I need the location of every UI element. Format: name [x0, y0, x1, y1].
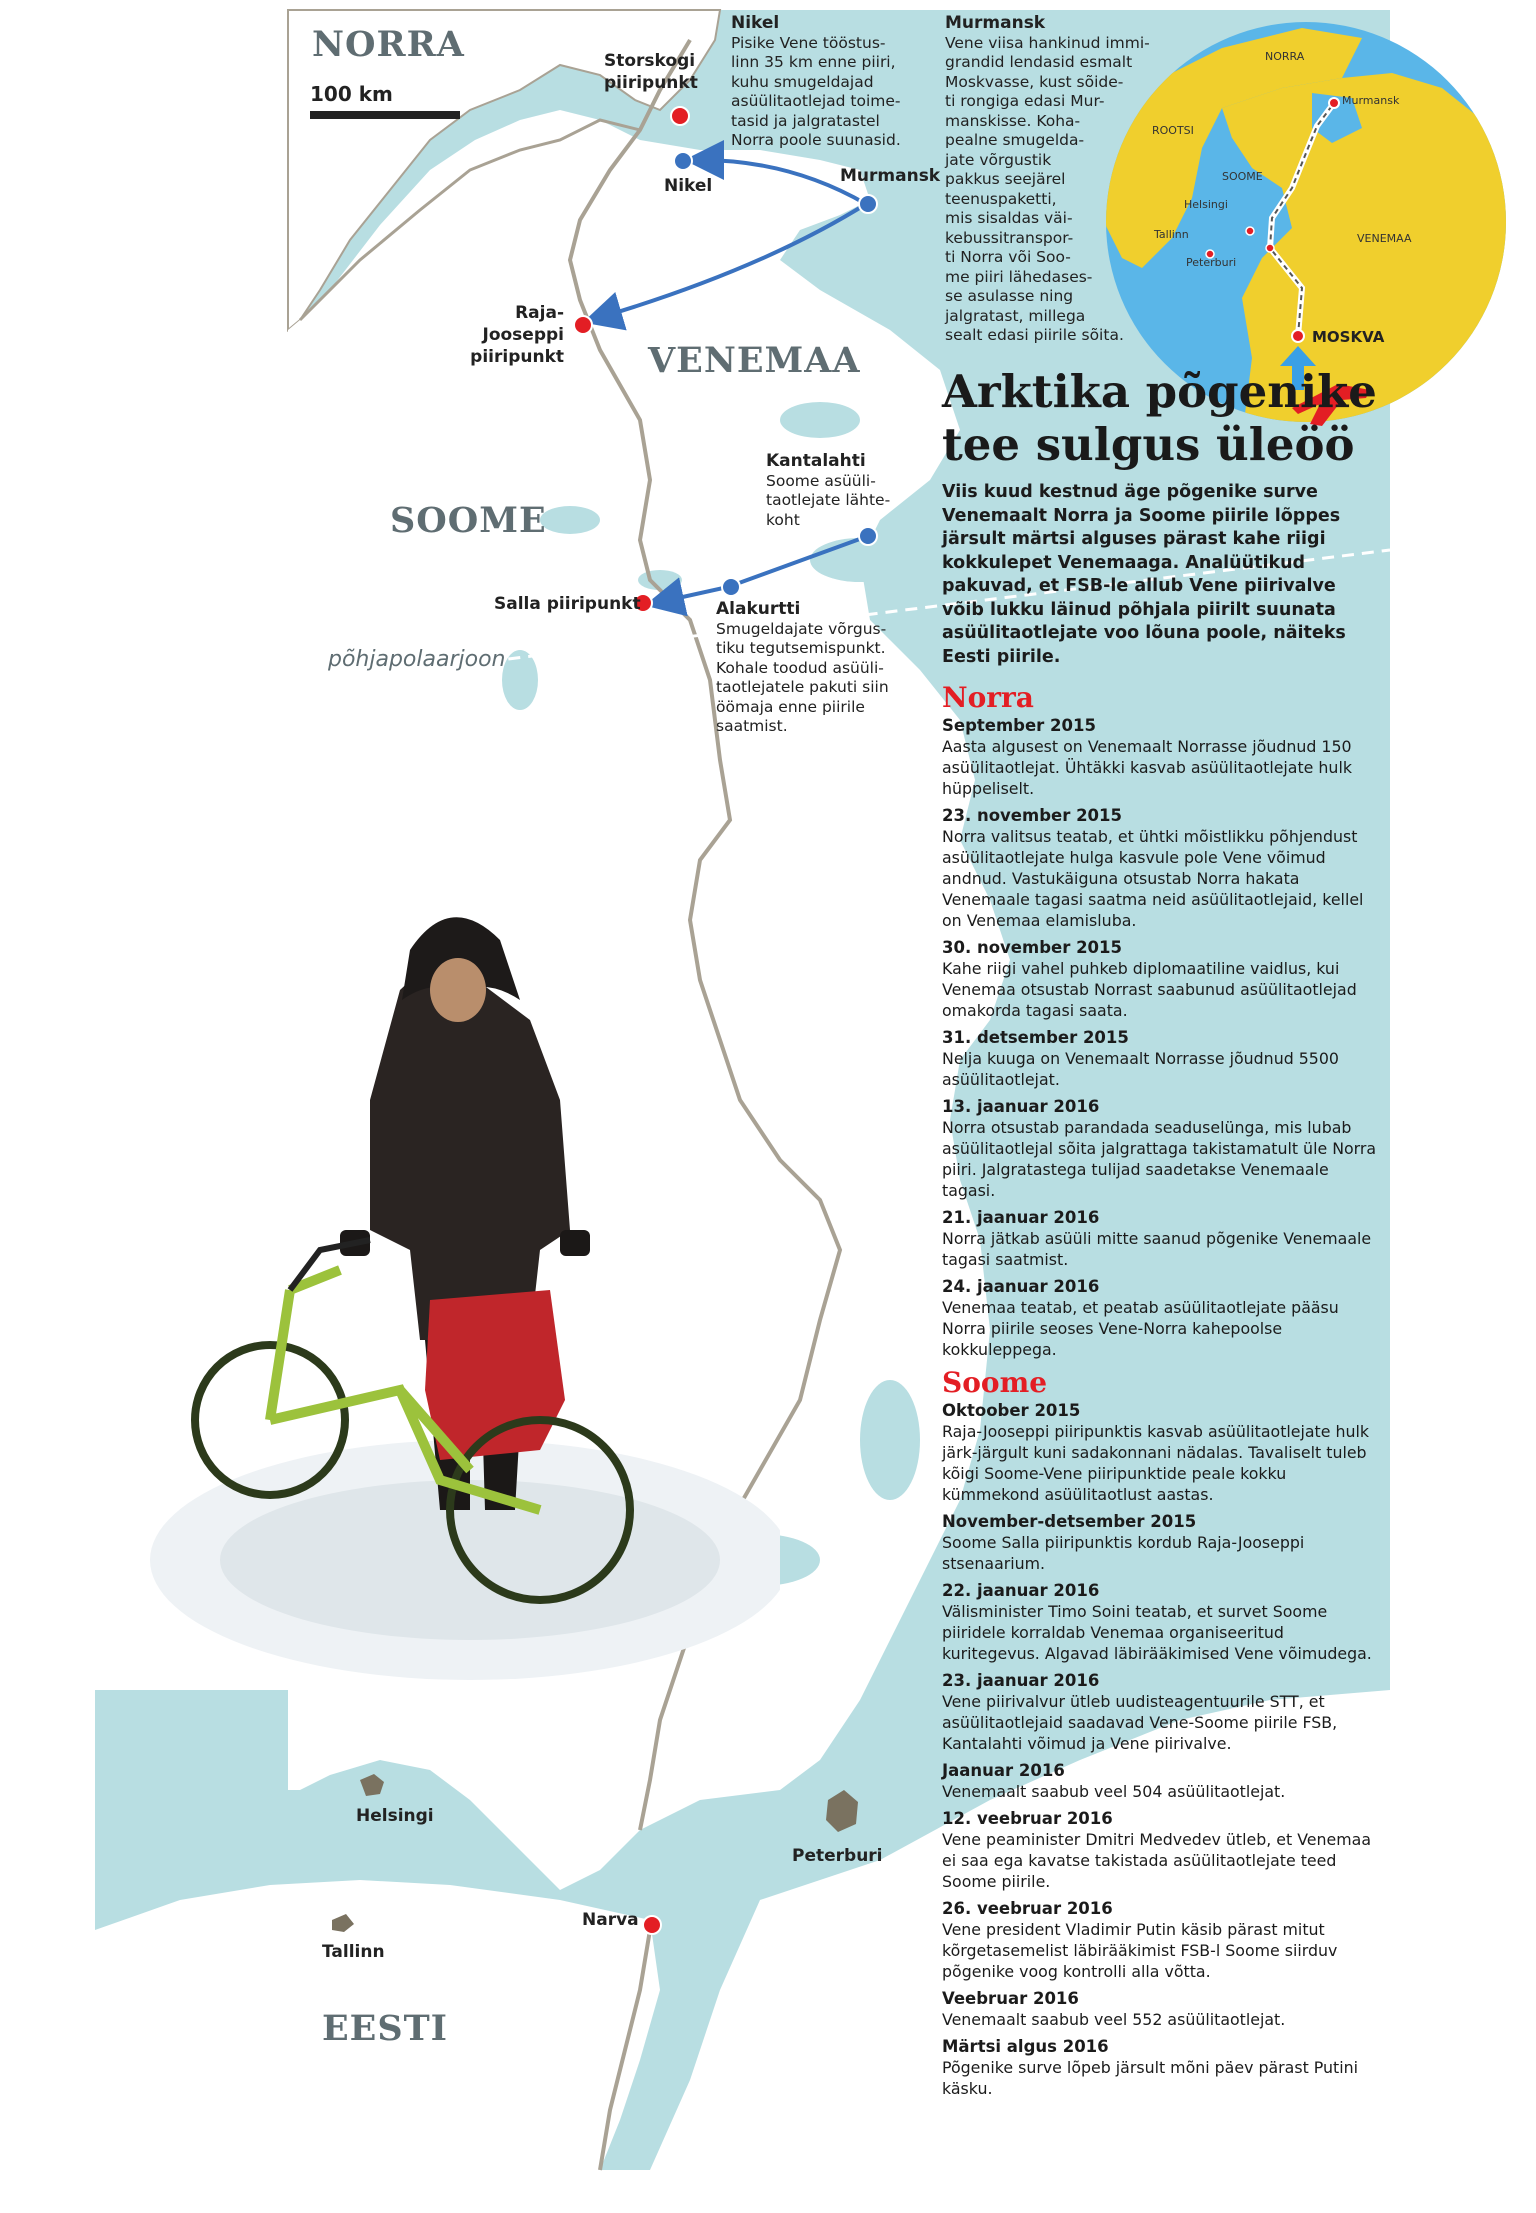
label-venemaa: VENEMAA [648, 340, 861, 381]
note-line: kuhu smugeldajad [731, 72, 874, 91]
event-date: Veebruar 2016 [942, 1989, 1079, 2008]
event-text: Norra valitsus teatab, et ühtki mõistlikku põhjendust asüülitaotlejate hulga kasvule pole Vene võimud andnud. Vastukäiguna otsustab Norra hakata Venemaale tagasi saatma neid asüülitaotlejaid, kellel on Venemaa elamisluba. [942, 827, 1364, 930]
label-eesti: EESTI [322, 2008, 449, 2049]
note-line: Vene viisa hankinud immi- [945, 33, 1150, 52]
note-line: kebussitranspor- [945, 228, 1074, 247]
event-text: Välisminister Timo Soini teatab, et survet Soome piiridele korraldab Venemaa organiseeritud kuritegevus. Algavad läbirääkimised Vene võimudega. [942, 1602, 1372, 1663]
inset-helsingi-dot [1246, 227, 1254, 235]
note-line: me piiri lähedases- [945, 267, 1093, 286]
inset-label-peterburi: Peterburi [1186, 256, 1237, 269]
event-text: Kahe riigi vahel puhkeb diplomaatiline vaidlus, kui Venemaa otsustab Norrast saabunud asüülitaotlejad omakorda tagasi saata. [942, 959, 1357, 1020]
timeline-item [942, 1096, 1382, 1201]
label-salla: Salla piiripunkt [494, 594, 641, 614]
raja-marker[interactable] [574, 316, 592, 334]
note-line: Soome asüüli- [766, 471, 876, 490]
timeline-item [942, 1808, 1382, 1892]
label-narva: Narva [582, 1910, 639, 1930]
note-alakurtti-title: Alakurtti [716, 599, 801, 619]
note-line: ti rongiga edasi Mur- [945, 92, 1105, 110]
event-date: 24. jaanuar 2016 [942, 1277, 1100, 1296]
event-text: Vene president Vladimir Putin käsib pärast mitut kõrgetasemelist läbirääkimist FSB-l Soome siirduv põgenike voog kontrolli alla võtta. [942, 1920, 1338, 1981]
inset-murmansk-dot [1329, 98, 1339, 108]
note-line: taotlejate lähte- [766, 491, 891, 509]
event-date: September 2015 [942, 716, 1096, 735]
event-text: Raja-Jooseppi piiripunktis kasvab asüülitaotlejate hulk järk-järgult kuni sadakonnani nädalas. Tavaliselt tuleb kõigi Soome-Vene piiripunktide peale kokku kümmekond asüülitaotlust aastas. [942, 1422, 1370, 1504]
section-soome-heading: Soome [942, 1366, 1048, 1399]
inset-label-helsingi: Helsingi [1184, 198, 1228, 211]
timeline-item [942, 805, 1382, 931]
event-date: 23. november 2015 [942, 806, 1123, 825]
label-norra: NORRA [312, 24, 465, 65]
event-text: Vene peaminister Dmitri Medvedev ütleb, et Venemaa ei saa ega kavatse takistada asüülitaotlejate teed Soome piirile. [942, 1830, 1372, 1891]
note-line: tasid ja jalgratastel [731, 111, 880, 130]
event-date: 26. veebruar 2016 [942, 1899, 1113, 1918]
timeline-item [942, 1207, 1382, 1270]
note-line: tiku tegutsemispunkt. [716, 639, 886, 657]
article-lede: Viis kuud kestnud äge põgenike surve Venemaalt Norra ja Soome piirile lõppes järsult märtsi alguses pärast kahe riigi kokkulepet Venemaaga. Analüütikud pakuvad, et FSB-le allub Vene piirivalve võib lukku läinud põhjala piirilt suunata asüülitaotlejate voo lõuna poole, näiteks Eesti piirile. [942, 482, 1346, 667]
note-line: Norra poole suunasid. [731, 131, 901, 149]
note-line: se asulasse ning [945, 287, 1074, 305]
note-kantalahti [766, 452, 916, 530]
storskog-marker[interactable] [671, 107, 689, 125]
note-line: asüülitaotlejad toime- [731, 92, 901, 110]
timeline-item [942, 1276, 1382, 1360]
murmansk-marker[interactable] [859, 195, 877, 213]
event-date: 23. jaanuar 2016 [942, 1671, 1100, 1690]
note-line: saatmist. [716, 717, 788, 735]
article-title: Arktika põgenike tee sulgus üleöö [942, 365, 1377, 471]
event-text: Norra jätkab asüüli mitte saanud põgenike Venemaale tagasi saatmist. [942, 1229, 1372, 1269]
event-date: 12. veebruar 2016 [942, 1809, 1113, 1828]
note-line: mis sisaldas väi- [945, 209, 1073, 227]
nikel-marker[interactable] [674, 152, 692, 170]
timeline-item [942, 2036, 1382, 2099]
note-murmansk-title: Murmansk [945, 13, 1046, 33]
note-kantalahti-title: Kantalahti [766, 451, 866, 471]
narva-marker[interactable] [643, 1916, 661, 1934]
article [942, 365, 1382, 2105]
note-line: pakkus seejärel [945, 170, 1066, 188]
person-jacket [370, 970, 570, 1340]
label-tallinn: Tallinn [322, 1942, 385, 1962]
event-date: 30. november 2015 [942, 938, 1123, 957]
event-text: Venemaalt saabub veel 552 asüülitaotlejat. [942, 2010, 1286, 2029]
note-line: linn 35 km enne piiri, [731, 53, 896, 71]
timeline-item [942, 1670, 1382, 1754]
note-line: öömaja enne piirile [716, 697, 865, 716]
event-text: Aasta algusest on Venemaalt Norrasse jõudnud 150 asüülitaotlejat. Ühtäkki kasvab asüülitaotlejate hulk hüppeliselt. [942, 737, 1352, 798]
note-line: koht [766, 510, 800, 529]
inset-label-soome: SOOME [1222, 170, 1263, 183]
event-text: Nelja kuuga on Venemaalt Norrasse jõudnud 5500 asüülitaotlejat. [942, 1049, 1339, 1089]
event-date: Oktoober 2015 [942, 1401, 1081, 1420]
polar-circle-label: põhjapolaarjoon [328, 647, 506, 672]
label-murmansk: Murmansk [840, 166, 941, 186]
inset-label-rootsi: ROOTSI [1152, 124, 1194, 137]
timeline-item [942, 1511, 1382, 1574]
timeline-item [942, 1400, 1382, 1505]
label-soome: SOOME [390, 500, 547, 541]
inset-label-murmansk: Murmansk [1342, 94, 1400, 107]
note-line: Moskvasse, kust sõide- [945, 72, 1124, 91]
event-date: 21. jaanuar 2016 [942, 1208, 1100, 1227]
note-line: sealt edasi piirile sõita. [945, 326, 1124, 344]
event-date: 13. jaanuar 2016 [942, 1097, 1100, 1116]
note-line: taotlejatele pakuti siin [716, 678, 889, 696]
event-date: 31. detsember 2015 [942, 1028, 1129, 1047]
label-helsinki: Helsingi [356, 1806, 434, 1826]
inset-label-tallinn: Tallinn [1154, 228, 1189, 241]
event-date: 22. jaanuar 2016 [942, 1581, 1100, 1600]
person-face [430, 958, 486, 1022]
inset-label-moskva: MOSKVA [1312, 328, 1385, 346]
scale-bar [310, 111, 460, 119]
event-text: Soome Salla piiripunktis kordub Raja-Jooseppi stsenaarium. [942, 1533, 1305, 1573]
event-text: Põgenike surve lõpeb järsult mõni päev pärast Putini käsku. [942, 2058, 1359, 2098]
label-raja: Raja-Jooseppi piiripunkt [470, 303, 564, 367]
note-nikel-title: Nikel [731, 13, 780, 33]
note-line: manskisse. Koha- [945, 111, 1081, 130]
note-line: pealne smugelda- [945, 131, 1085, 149]
timeline-item [942, 1760, 1382, 1802]
inset-moskva-dot [1292, 330, 1304, 342]
note-alakurtti [716, 600, 916, 737]
note-nikel [731, 14, 911, 151]
note-line: jate võrgustik [945, 150, 1052, 169]
label-storskog: Storskogi piiripunkt [604, 51, 698, 93]
note-line: ti Norra või Soo- [945, 248, 1071, 266]
note-line: Kohale toodud asüüli- [716, 658, 884, 677]
note-line: teenuspaketti, [945, 189, 1057, 208]
label-nikel: Nikel [664, 176, 713, 196]
timeline-item [942, 715, 1382, 799]
event-date: Jaanuar 2016 [942, 1761, 1065, 1780]
event-text: Vene piirivalvur ütleb uudisteagentuurile STT, et asüülitaotlejaid saadavad Vene-Soome piirile FSB, Kantalahti võimud ja Vene piirivalve. [942, 1692, 1338, 1753]
timeline-item [942, 1988, 1382, 2030]
section-norra-heading: Norra [942, 681, 1034, 714]
event-text: Norra otsustab parandada seaduselünga, mis lubab asüülitaotlejal sõita jalgrattaga takistamatult üle Norra piiri. Jalgratastega tulijad saadetakse Venemaale tagasi. [942, 1118, 1377, 1200]
inset-label-norra: NORRA [1265, 50, 1305, 63]
event-text: Venemaalt saabub veel 504 asüülitaotlejat. [942, 1782, 1286, 1801]
note-line: Pisike Vene tööstus- [731, 33, 886, 52]
note-line: jalgratast, millega [945, 306, 1086, 325]
timeline-item [942, 1027, 1382, 1090]
alakurtti-marker[interactable] [722, 578, 740, 596]
label-peterburi: Peterburi [792, 1846, 883, 1866]
event-date: November-detsember 2015 [942, 1512, 1197, 1531]
timeline-item [942, 1898, 1382, 1982]
event-text: Venemaa teatab, et peatab asüülitaotlejate pääsu Norra piirile seoses Vene-Norra kahepoolse kokkuleppega. [942, 1298, 1339, 1359]
note-line: Smugeldajate võrgus- [716, 619, 887, 638]
inset-label-venemaa: VENEMAA [1357, 232, 1412, 245]
timeline-item [942, 937, 1382, 1021]
inset-peterburi-dot [1266, 244, 1274, 252]
timeline-item [942, 1580, 1382, 1664]
note-line: grandid lendasid esmalt [945, 53, 1133, 71]
scale-label: 100 km [310, 82, 393, 106]
refugee-photo [140, 870, 780, 1690]
event-date: Märtsi algus 2016 [942, 2037, 1109, 2056]
